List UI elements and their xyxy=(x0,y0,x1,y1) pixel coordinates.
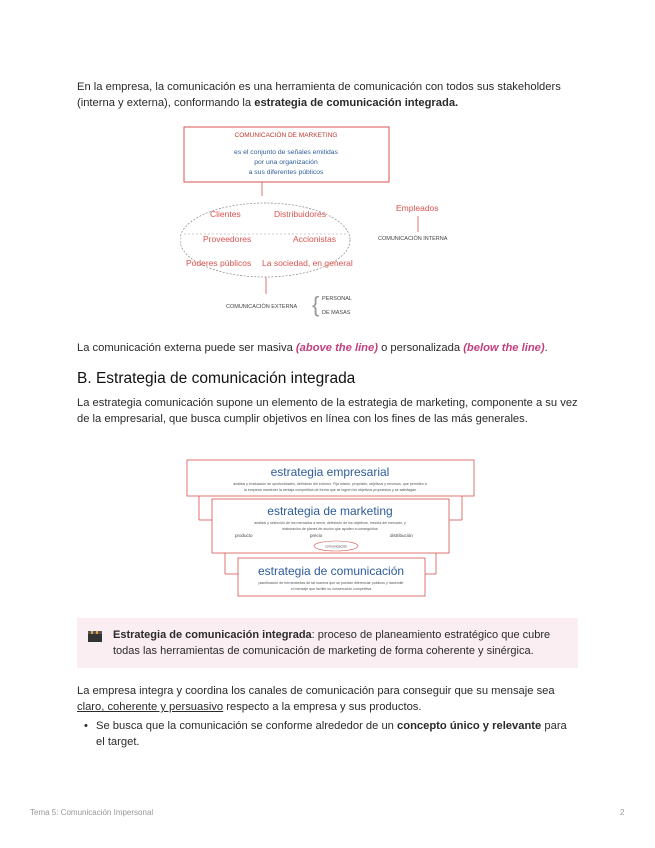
page-number: 2 xyxy=(620,808,625,817)
externa-paragraph: La comunicación externa puede ser masiva (above the line) o personalizada (below the line). xyxy=(77,342,548,354)
label-precio: precio xyxy=(310,533,323,538)
intro-paragraph: En la empresa, la comunicación es una herramienta de comunicación con todos sus stakeholders (interna y externa), conformando la estrategia de comunicación integrada. xyxy=(77,81,561,109)
definition-line-3: a sus diferentes públicos xyxy=(248,169,324,176)
section-title: B. Estrategia de comunicación integrada xyxy=(77,370,356,387)
strategy-hierarchy-diagram xyxy=(185,458,480,600)
marketing-communication-diagram xyxy=(180,124,480,324)
definition-callout xyxy=(77,618,578,668)
section-paragraph: La estrategia comunicación supone un elemento de la estrategia de marketing, componente a su vez de la empresarial, que busca cumplir objetivos en línea con los fines de las más generales. xyxy=(77,397,578,425)
label-producto: producto xyxy=(235,533,253,538)
footer-title: Tema 5: Comunicación Impersonal xyxy=(30,808,154,817)
title-comunicacion: estrategia de comunicación xyxy=(257,564,405,578)
bullet-icon: • xyxy=(84,720,88,732)
label-interna: COMUNICACIÓN INTERNA xyxy=(378,236,448,242)
film-clapper-icon xyxy=(88,631,102,642)
public-sociedad: La sociedad, en general xyxy=(262,258,353,268)
label-personal: PERSONAL xyxy=(322,296,352,302)
label-distribucion: distribución xyxy=(390,533,413,538)
public-proveedores: Proveedores xyxy=(203,234,252,244)
label-externa: COMUNICACIÓN EXTERNA xyxy=(226,304,298,310)
public-poderes: Poderes públicos xyxy=(186,258,252,268)
integra-paragraph: La empresa integra y coordina los canales de comunicación para conseguir que su mensaje sea claro, coherente y persuasivo respecto a la empresa y sus productos. xyxy=(77,685,555,713)
emp-line-2: la empresa mantener la ventaja competitiva de forma que se logren los objetivos propuestos y se satisfagan xyxy=(244,488,416,492)
bullet-text: Se busca que la comunicación se conforme alrededor de un concepto único y relevante para el target. xyxy=(96,720,567,748)
mkt-line-1: análisis y selección de los mercados a servir, definición de los objetivos, mezcla del mercado, y xyxy=(254,521,406,525)
com-line-1: planificación de herramientas de tal manera que se puedan diferenciar públicos y transmitir xyxy=(258,581,404,585)
label-comunicacion: comunicación xyxy=(325,544,347,549)
public-distribuidores: Distribuidores xyxy=(274,209,326,219)
mkt-line-2: elaboración de planes de acción que ayuden a conseguirlos xyxy=(282,527,378,531)
emp-line-1: análisis y evaluación de oportunidades, definición del entorno. Fija misión, propósito, objetivos y recursos, que permiten a xyxy=(233,482,427,486)
public-clientes: Clientes xyxy=(210,209,241,219)
public-accionistas: Accionistas xyxy=(293,234,336,244)
title-marketing: estrategia de marketing xyxy=(267,504,393,518)
definition-line-2: por una organización xyxy=(254,159,318,166)
label-masas: DE MASAS xyxy=(322,310,351,316)
definition-line-1: es el conjunto de señales emitidas xyxy=(234,149,338,156)
diagram-title: COMUNICACIÓN DE MARKETING xyxy=(234,132,338,139)
label-empleados: Empleados xyxy=(396,203,439,213)
title-empresarial: estrategia empresarial xyxy=(270,465,390,479)
callout-text: Estrategia de comunicación integrada: proceso de planeamiento estratégico que cubre todas las herramientas de comunicación de marketing de forma coherente y sinérgica. xyxy=(113,629,551,657)
com-line-2: el mensaje que facilite su consecución competitiva xyxy=(290,587,372,591)
bracket: { xyxy=(312,292,320,317)
